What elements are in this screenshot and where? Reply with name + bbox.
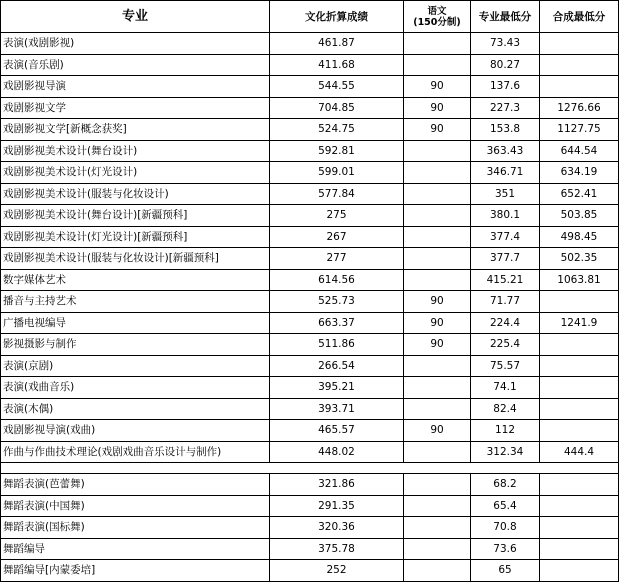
cell-major-min: 65.4 — [471, 495, 540, 517]
table-row — [1, 162, 619, 184]
cell-chinese-score — [404, 205, 471, 227]
cell-major-min: 65 — [471, 560, 540, 582]
table-row — [1, 226, 619, 248]
cell-major-name: 表演(戏剧影视) — [1, 33, 270, 55]
cell-major-name: 戏剧影视导演(戏曲) — [1, 420, 270, 442]
cell-culture-score: 599.01 — [270, 162, 404, 184]
cell-culture-score: 275 — [270, 205, 404, 227]
cell-major-min: 137.6 — [471, 76, 540, 98]
cell-chinese-score — [404, 248, 471, 270]
cell-chinese-score — [404, 538, 471, 560]
cell-composite-min — [540, 495, 619, 517]
table-row — [1, 97, 619, 119]
table-row — [1, 248, 619, 270]
cell-culture-score: 320.36 — [270, 517, 404, 539]
cell-chinese-score — [404, 377, 471, 399]
table-row — [1, 140, 619, 162]
cell-composite-min — [540, 377, 619, 399]
cell-major-name: 舞蹈编导[内蒙委培] — [1, 560, 270, 582]
table-row — [1, 398, 619, 420]
cell-major-min: 73.43 — [471, 33, 540, 55]
cell-major-min: 415.21 — [471, 269, 540, 291]
cell-chinese-score — [404, 517, 471, 539]
cell-composite-min: 634.19 — [540, 162, 619, 184]
cell-composite-min: 503.85 — [540, 205, 619, 227]
cell-major-min: 225.4 — [471, 334, 540, 356]
cell-culture-score: 267 — [270, 226, 404, 248]
cell-major-name: 数字媒体艺术 — [1, 269, 270, 291]
cell-chinese-score: 90 — [404, 291, 471, 313]
header-major: 专业 — [1, 1, 270, 33]
cell-composite-min: 1063.81 — [540, 269, 619, 291]
table-row — [1, 474, 619, 496]
cell-major-min: 346.71 — [471, 162, 540, 184]
table-row — [1, 377, 619, 399]
cell-chinese-score — [404, 54, 471, 76]
cell-culture-score: 544.55 — [270, 76, 404, 98]
cell-culture-score: 393.71 — [270, 398, 404, 420]
cell-chinese-score: 90 — [404, 420, 471, 442]
cell-major-min: 82.4 — [471, 398, 540, 420]
cell-culture-score: 321.86 — [270, 474, 404, 496]
cell-composite-min: 1241.9 — [540, 312, 619, 334]
cell-culture-score: 375.78 — [270, 538, 404, 560]
table-gap — [1, 463, 619, 474]
cell-culture-score: 592.81 — [270, 140, 404, 162]
table-row — [1, 441, 619, 463]
table-row — [1, 33, 619, 55]
cell-composite-min: 498.45 — [540, 226, 619, 248]
table-row — [1, 205, 619, 227]
cell-chinese-score: 90 — [404, 76, 471, 98]
cell-chinese-score — [404, 474, 471, 496]
cell-major-name: 戏剧影视美术设计(舞台设计) — [1, 140, 270, 162]
cell-chinese-score: 90 — [404, 97, 471, 119]
table-header-row — [1, 1, 619, 33]
cell-major-name: 舞蹈表演(中国舞) — [1, 495, 270, 517]
cell-culture-score: 704.85 — [270, 97, 404, 119]
header-chinese-line1: 语文 — [427, 5, 447, 17]
cell-major-name: 舞蹈编导 — [1, 538, 270, 560]
cell-chinese-score — [404, 495, 471, 517]
cell-culture-score: 465.57 — [270, 420, 404, 442]
cell-major-name: 作曲与作曲技术理论(戏剧戏曲音乐设计与制作) — [1, 441, 270, 463]
table-row — [1, 183, 619, 205]
cell-chinese-score: 90 — [404, 119, 471, 141]
cell-composite-min — [540, 76, 619, 98]
cell-chinese-score — [404, 183, 471, 205]
cell-major-name: 戏剧影视美术设计(灯光设计) — [1, 162, 270, 184]
cell-major-min: 153.8 — [471, 119, 540, 141]
table-row — [1, 538, 619, 560]
cell-major-min: 363.43 — [471, 140, 540, 162]
header-culture-score: 文化折算成绩 — [270, 1, 404, 33]
cell-chinese-score: 90 — [404, 312, 471, 334]
cell-composite-min: 502.35 — [540, 248, 619, 270]
group-separator-row — [1, 463, 619, 474]
table-row — [1, 495, 619, 517]
cell-major-min: 377.4 — [471, 226, 540, 248]
cell-composite-min: 444.4 — [540, 441, 619, 463]
table-row — [1, 355, 619, 377]
cell-major-min: 73.6 — [471, 538, 540, 560]
cell-major-name: 广播电视编导 — [1, 312, 270, 334]
cell-culture-score: 524.75 — [270, 119, 404, 141]
table-row — [1, 312, 619, 334]
cell-composite-min — [540, 355, 619, 377]
cell-major-name: 戏剧影视美术设计(服装与化妆设计) — [1, 183, 270, 205]
cell-composite-min — [540, 334, 619, 356]
cell-chinese-score — [404, 140, 471, 162]
table-row — [1, 291, 619, 313]
cell-composite-min: 1276.66 — [540, 97, 619, 119]
cell-major-name: 播音与主持艺术 — [1, 291, 270, 313]
cell-major-min: 80.27 — [471, 54, 540, 76]
cell-culture-score: 577.84 — [270, 183, 404, 205]
cell-major-min: 75.57 — [471, 355, 540, 377]
cell-culture-score: 395.21 — [270, 377, 404, 399]
table-row — [1, 517, 619, 539]
cell-chinese-score — [404, 226, 471, 248]
cell-chinese-score — [404, 560, 471, 582]
cell-composite-min — [540, 398, 619, 420]
cell-chinese-score — [404, 441, 471, 463]
cell-major-min: 351 — [471, 183, 540, 205]
table-row — [1, 334, 619, 356]
cell-culture-score: 663.37 — [270, 312, 404, 334]
cell-chinese-score: 90 — [404, 334, 471, 356]
cell-major-min: 74.1 — [471, 377, 540, 399]
cell-composite-min — [540, 291, 619, 313]
cell-major-name: 戏剧影视美术设计(服装与化妆设计)[新疆预科] — [1, 248, 270, 270]
cell-culture-score: 448.02 — [270, 441, 404, 463]
header-major-min: 专业最低分 — [471, 1, 540, 33]
cell-composite-min — [540, 54, 619, 76]
table-row — [1, 54, 619, 76]
cell-major-name: 戏剧影视导演 — [1, 76, 270, 98]
cell-major-min: 71.77 — [471, 291, 540, 313]
cell-major-name: 戏剧影视美术设计(灯光设计)[新疆预科] — [1, 226, 270, 248]
cell-major-name: 舞蹈表演(芭蕾舞) — [1, 474, 270, 496]
header-chinese — [404, 1, 471, 33]
cell-major-min: 377.7 — [471, 248, 540, 270]
table-row — [1, 560, 619, 582]
table-row — [1, 119, 619, 141]
table-row — [1, 269, 619, 291]
table-row — [1, 420, 619, 442]
header-composite-min: 合成最低分 — [540, 1, 619, 33]
cell-chinese-score — [404, 398, 471, 420]
cell-culture-score: 252 — [270, 560, 404, 582]
cell-composite-min — [540, 420, 619, 442]
cell-major-min: 227.3 — [471, 97, 540, 119]
cell-culture-score: 277 — [270, 248, 404, 270]
cell-major-name: 戏剧影视文学[新概念获奖] — [1, 119, 270, 141]
cell-composite-min — [540, 517, 619, 539]
cell-major-name: 表演(京剧) — [1, 355, 270, 377]
cell-composite-min: 644.54 — [540, 140, 619, 162]
cell-major-name: 表演(音乐剧) — [1, 54, 270, 76]
cell-chinese-score — [404, 269, 471, 291]
table-body-group-2 — [1, 474, 619, 582]
cell-composite-min — [540, 538, 619, 560]
cell-major-name: 戏剧影视美术设计(舞台设计)[新疆预科] — [1, 205, 270, 227]
cell-culture-score: 266.54 — [270, 355, 404, 377]
cell-culture-score: 525.73 — [270, 291, 404, 313]
cell-culture-score: 291.35 — [270, 495, 404, 517]
cell-composite-min: 652.41 — [540, 183, 619, 205]
cell-culture-score: 614.56 — [270, 269, 404, 291]
table-row — [1, 76, 619, 98]
cell-major-min: 224.4 — [471, 312, 540, 334]
cell-major-name: 表演(戏曲音乐) — [1, 377, 270, 399]
cell-major-name: 舞蹈表演(国标舞) — [1, 517, 270, 539]
cell-composite-min: 1127.75 — [540, 119, 619, 141]
cell-major-min: 312.34 — [471, 441, 540, 463]
cell-major-min: 112 — [471, 420, 540, 442]
cell-chinese-score — [404, 33, 471, 55]
cell-major-min: 380.1 — [471, 205, 540, 227]
cell-culture-score: 411.68 — [270, 54, 404, 76]
cell-chinese-score — [404, 355, 471, 377]
cell-major-name: 戏剧影视文学 — [1, 97, 270, 119]
cell-major-min: 70.8 — [471, 517, 540, 539]
cell-composite-min — [540, 560, 619, 582]
cell-major-name: 表演(木偶) — [1, 398, 270, 420]
cell-chinese-score — [404, 162, 471, 184]
cell-culture-score: 511.86 — [270, 334, 404, 356]
cell-composite-min — [540, 33, 619, 55]
cell-composite-min — [540, 474, 619, 496]
cell-major-name: 影视摄影与制作 — [1, 334, 270, 356]
cell-major-min: 68.2 — [471, 474, 540, 496]
table-body-group-1 — [1, 33, 619, 463]
cell-culture-score: 461.87 — [270, 33, 404, 55]
header-chinese-line2: (150分制) — [413, 16, 461, 28]
